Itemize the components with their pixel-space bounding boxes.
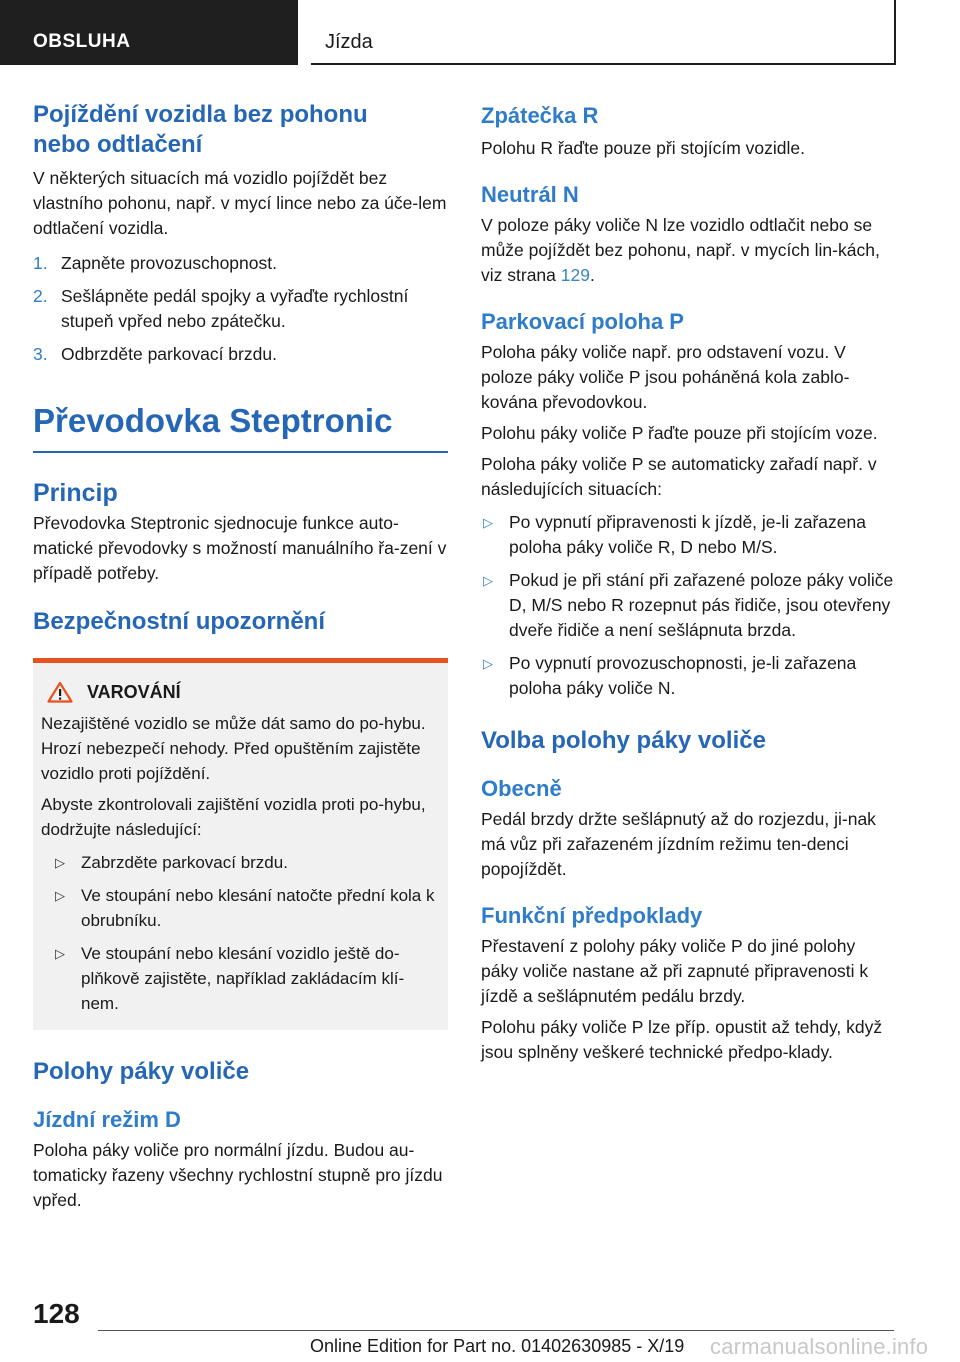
- park-bullets: [481, 510, 896, 701]
- req-text-1: Přestavení z polohy páky voliče P do jiné polohy páky voliče nastane až při zapnuté připravenosti k jízdě a sešlápnutém pedálu brzdy.: [481, 936, 869, 1006]
- steptronic-title: Převodovka Steptronic: [33, 402, 393, 439]
- step-item: 1. Zapněte provozuschopnost.: [33, 253, 277, 273]
- neutral-text: V poloze páky voliče N lze vozidlo odtlačit nebo se může pojíždět bez pohonu, např. v mycích lin-kách, viz strana 129.: [481, 215, 880, 285]
- warning-triangle-icon: [47, 681, 73, 703]
- drive-text: Poloha páky voliče pro normální jízdu. Budou au-tomaticky řazeny všechny rychlostní stupně pro jízdu vpřed.: [33, 1140, 443, 1210]
- list-item: ▷ Ve stoupání nebo klesání vozidlo ještě do-plňkově zajistěte, například zakládacím klí-nem.: [53, 941, 440, 1016]
- step-item: 3. Odbrzděte parkovací brzdu.: [33, 344, 277, 364]
- warning-text-1: Nezajištěné vozidlo se může dát samo do po-hybu. Hrozí nebezpečí nehody. Před opuštěním zajistěte vozidlo proti pojíždění.: [41, 714, 426, 783]
- warning-bullets: [41, 850, 440, 1016]
- safety-title: Bezpečnostní upozornění: [33, 608, 326, 635]
- warning-label: VAROVÁNÍ: [87, 681, 181, 702]
- footer-rule: [98, 1330, 894, 1331]
- list-item: ▷ Zabrzděte parkovací brzdu.: [53, 850, 440, 875]
- chapter-title: Jízda: [311, 0, 896, 65]
- positions-title: Polohy páky voliče: [33, 1058, 250, 1085]
- list-item: ▷ Po vypnutí připravenosti k jízdě, je-li zařazena poloha páky voliče R, D nebo M/S.: [483, 512, 866, 557]
- warning-header: [47, 681, 440, 703]
- section-tab: OBSLUHA: [0, 0, 298, 65]
- towing-steps: [33, 251, 448, 367]
- triangle-right-icon: ▷: [55, 888, 65, 903]
- watermark: carmanualsonline.info: [710, 1334, 929, 1359]
- park-text-2: Polohu páky voliče P řaďte pouze při stojícím voze.: [481, 423, 878, 443]
- reverse-text: Polohu R řaďte pouze při stojícím vozidle.: [481, 138, 805, 158]
- general-title: Obecně: [481, 776, 562, 801]
- general-text: Pedál brzdy držte sešlápnutý až do rozjezdu, ji-nak má vůz při zařazeném jízdním režimu ten-denci popojíždět.: [481, 809, 876, 879]
- drive-title: Jízdní režim D: [33, 1107, 181, 1132]
- park-text-3: Poloha páky voliče P se automaticky zařadí např. v následujících situacích:: [481, 454, 877, 499]
- list-item: ▷ Pokud je při stání při zařazené poloze páky voliče D, M/S nebo R rozepnut pás řidiče, jsou otevřeny dveře řidiče a není sešlápnuta brzda.: [483, 570, 894, 640]
- warning-box: [33, 658, 448, 1030]
- princip-title: Princip: [33, 479, 118, 507]
- list-item: ▷ Ve stoupání nebo klesání natočte přední kola k obrubníku.: [53, 883, 440, 933]
- title-rule: [33, 451, 448, 453]
- page-number: 128: [33, 1298, 80, 1329]
- edition-text: Online Edition for Part no. 01402630985 - X/19: [310, 1336, 685, 1356]
- triangle-right-icon: ▷: [483, 515, 493, 530]
- park-text-1: Poloha páky voliče např. pro odstavení vozu. V poloze páky voliče P jsou poháněná kola zablo-kována převodovkou.: [481, 342, 850, 412]
- towing-intro: V některých situacích má vozidlo pojíždět bez vlastního pohonu, např. v mycí lince nebo za úče-lem odtlačení vozidla.: [33, 168, 447, 238]
- page-link[interactable]: 129: [560, 265, 590, 285]
- left-column: [33, 100, 448, 1213]
- triangle-right-icon: ▷: [55, 946, 65, 961]
- reverse-title: Zpátečka R: [481, 103, 599, 128]
- triangle-right-icon: ▷: [55, 855, 65, 870]
- req-text-2: Polohu páky voliče P lze příp. opustit až tehdy, když jsou splněny veškeré technické předpo-klady.: [481, 1017, 883, 1062]
- park-title: Parkovací poloha P: [481, 309, 684, 334]
- triangle-right-icon: ▷: [483, 656, 493, 671]
- towing-title: Pojíždění vozidla bez pohonu nebo odtlačení: [33, 101, 368, 158]
- triangle-right-icon: ▷: [483, 573, 493, 588]
- select-title: Volba polohy páky voliče: [481, 727, 766, 754]
- warning-text-2: Abyste zkontrolovali zajištění vozidla proti po-hybu, dodržujte následující:: [41, 795, 426, 839]
- step-item: 2. Sešlápněte pedál spojky a vyřaďte rychlostní stupeň vpřed nebo zpátečku.: [33, 286, 409, 331]
- req-title: Funkční předpoklady: [481, 903, 703, 928]
- neutral-title: Neutrál N: [481, 182, 579, 207]
- princip-text: Převodovka Steptronic sjednocuje funkce auto-matické převodovky s možností manuálního řa-zení v případě potřeby.: [33, 513, 447, 583]
- right-column: [481, 100, 896, 1065]
- list-item: ▷ Po vypnutí provozuschopnosti, je-li zařazena poloha páky voliče N.: [483, 653, 857, 698]
